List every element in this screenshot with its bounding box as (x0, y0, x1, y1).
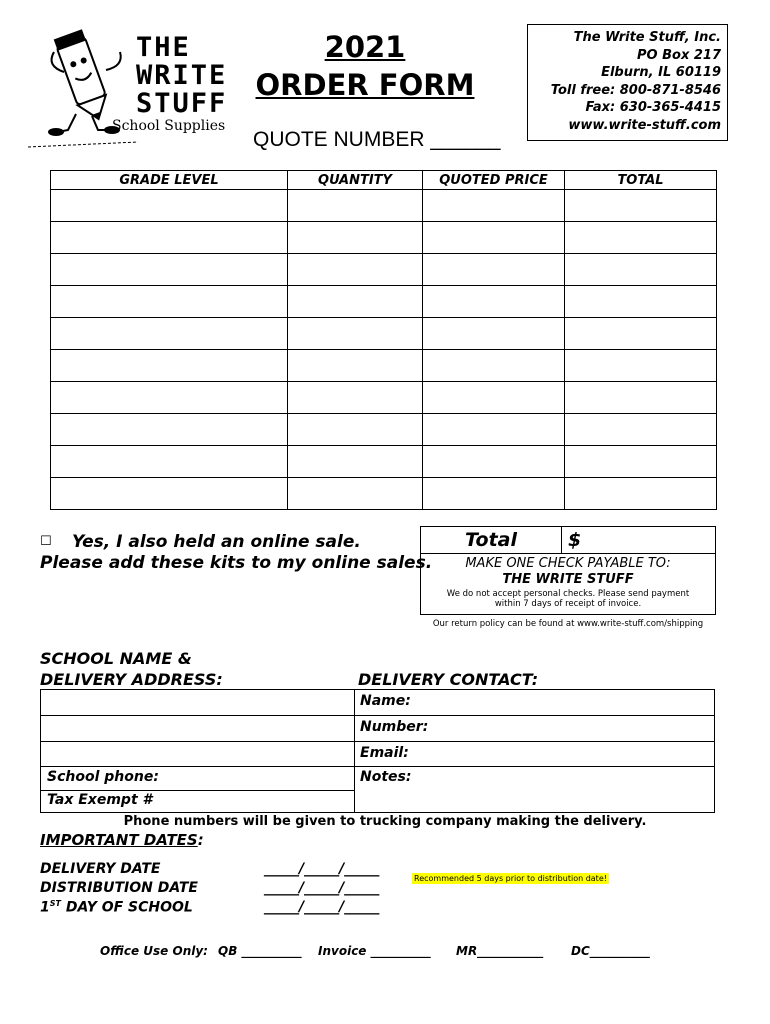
total-cell[interactable] (565, 414, 717, 446)
company-po-box: PO Box 217 (637, 47, 721, 63)
header-grade-level: GRADE LEVEL (51, 171, 288, 190)
online-sale-checkbox[interactable]: ☐ (40, 534, 52, 549)
quantity-cell[interactable] (288, 446, 423, 478)
first-day-field[interactable]: _____/_____/_____ (264, 899, 380, 915)
order-table (50, 170, 717, 510)
price-cell[interactable] (423, 286, 565, 318)
delivery-date-label: DELIVERY DATE (40, 861, 161, 877)
grade-cell[interactable] (51, 190, 288, 222)
quantity-cell[interactable] (288, 382, 423, 414)
price-cell[interactable] (423, 190, 565, 222)
table-row (51, 350, 717, 382)
table-row (51, 478, 717, 510)
office-dc-field[interactable]: DC__________ (571, 944, 650, 958)
quote-number: QUOTE NUMBER ______ (253, 128, 501, 151)
delivery-address-label: DELIVERY ADDRESS: (40, 670, 223, 689)
price-cell[interactable] (423, 446, 565, 478)
price-cell[interactable] (423, 382, 565, 414)
header-quantity: QUANTITY (288, 171, 423, 190)
quantity-cell[interactable] (288, 414, 423, 446)
grade-cell[interactable] (51, 286, 288, 318)
total-row (421, 527, 715, 554)
school-name-field[interactable] (41, 690, 354, 715)
grade-cell[interactable] (51, 446, 288, 478)
table-row (51, 414, 717, 446)
contact-email-label: Email: (360, 745, 409, 761)
delivery-date-field[interactable]: _____/_____/_____ (264, 861, 380, 877)
total-cell[interactable] (565, 382, 717, 414)
school-phone-label: School phone: (47, 769, 159, 785)
quantity-cell[interactable] (288, 318, 423, 350)
quantity-cell[interactable] (288, 222, 423, 254)
logo-word-stuff: STUFF (136, 88, 228, 119)
payment-note-2: within 7 days of receipt of invoice. (494, 599, 642, 609)
online-sale-line1: Yes, I also held an online sale. (72, 532, 361, 552)
contact-grid (40, 689, 715, 813)
price-cell[interactable] (423, 222, 565, 254)
total-amount-field[interactable]: $ (568, 529, 582, 551)
price-cell[interactable] (423, 478, 565, 510)
quantity-cell[interactable] (288, 478, 423, 510)
company-name: The Write Stuff, Inc. (573, 30, 721, 45)
contact-number-label: Number: (360, 719, 429, 735)
table-row (51, 318, 717, 350)
price-cell[interactable] (423, 318, 565, 350)
total-label: Total (421, 527, 562, 553)
return-policy: Our return policy can be found at www.write-stuff.com/shipping (432, 619, 704, 629)
grade-cell[interactable] (51, 414, 288, 446)
table-row (51, 286, 717, 318)
logo (28, 22, 238, 152)
table-row (51, 446, 717, 478)
delivery-contact-title: DELIVERY CONTACT: (358, 670, 539, 689)
phone-note: Phone numbers will be given to trucking company making the delivery. (123, 814, 647, 829)
quantity-cell[interactable] (288, 254, 423, 286)
payee-name: THE WRITE STUFF (502, 572, 634, 587)
table-row (51, 222, 717, 254)
table-row (51, 190, 717, 222)
grade-cell[interactable] (51, 478, 288, 510)
quantity-cell[interactable] (288, 350, 423, 382)
tax-exempt-label: Tax Exempt # (47, 792, 153, 808)
logo-word-write: WRITE (136, 60, 228, 91)
important-dates-title: IMPORTANT DATES: (40, 831, 204, 849)
grade-cell[interactable] (51, 222, 288, 254)
address-line2-field[interactable] (41, 742, 354, 766)
title-order-form: ORDER FORM (255, 68, 475, 102)
total-cell[interactable] (565, 478, 717, 510)
total-cell[interactable] (565, 190, 717, 222)
company-info-box (527, 24, 728, 141)
first-day-label: 1ST DAY OF SCHOOL (40, 899, 193, 916)
contact-notes-label: Notes: (360, 769, 412, 785)
contact-name-label: Name: (360, 693, 411, 709)
company-city: Elburn, IL 60119 (601, 65, 721, 80)
header-total: TOTAL (565, 171, 717, 190)
table-row (51, 254, 717, 286)
office-qb-field[interactable]: QB __________ (218, 944, 302, 958)
header-quoted-price: QUOTED PRICE (423, 171, 565, 190)
quantity-cell[interactable] (288, 190, 423, 222)
grade-cell[interactable] (51, 254, 288, 286)
office-invoice-field[interactable]: Invoice __________ (318, 944, 431, 958)
price-cell[interactable] (423, 414, 565, 446)
total-cell[interactable] (565, 254, 717, 286)
grade-cell[interactable] (51, 382, 288, 414)
company-website: www.write-stuff.com (568, 117, 721, 133)
logo-subtitle: School Supplies (112, 118, 226, 134)
company-fax: Fax: 630-365-4415 (585, 100, 721, 115)
table-row (51, 382, 717, 414)
total-cell[interactable] (565, 286, 717, 318)
total-cell[interactable] (565, 222, 717, 254)
online-sale-line2: Please add these kits to my online sales. (40, 553, 433, 573)
distribution-date-field[interactable]: _____/_____/_____ (264, 880, 380, 896)
grade-cell[interactable] (51, 318, 288, 350)
total-box (420, 526, 716, 615)
logo-word-the: THE (136, 32, 191, 63)
total-cell[interactable] (565, 446, 717, 478)
total-cell[interactable] (565, 318, 717, 350)
total-cell[interactable] (565, 350, 717, 382)
company-tollfree: Toll free: 800-871-8546 (550, 82, 721, 98)
recommended-note: Recommended 5 days prior to distribution date! (414, 874, 607, 883)
payable-to-label: MAKE ONE CHECK PAYABLE TO: (465, 556, 671, 571)
office-mr-field[interactable]: MR___________ (456, 944, 544, 958)
distribution-date-label: DISTRIBUTION DATE (40, 880, 198, 896)
price-cell[interactable] (423, 254, 565, 286)
payment-note-1: We do not accept personal checks. Please send payment (446, 589, 690, 599)
title-year: 2021 (324, 30, 406, 64)
office-use-label: Office Use Only: (100, 944, 208, 958)
address-line1-field[interactable] (41, 716, 354, 741)
quantity-cell[interactable] (288, 286, 423, 318)
school-name-label: SCHOOL NAME & (40, 649, 192, 668)
price-cell[interactable] (423, 350, 565, 382)
table-header-row (51, 171, 717, 190)
grade-cell[interactable] (51, 350, 288, 382)
